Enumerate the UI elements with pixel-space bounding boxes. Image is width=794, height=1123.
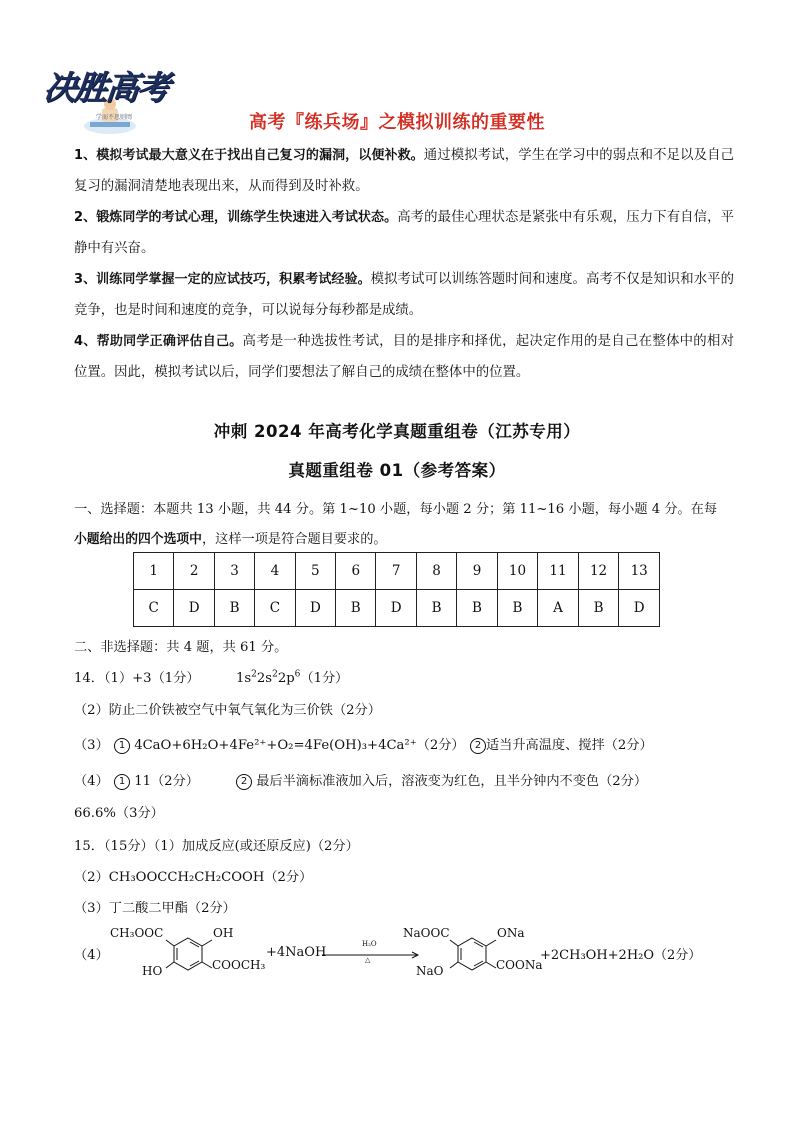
q-answer: B xyxy=(457,590,497,627)
q14-line-2: （2）防止二价铁被空气中氧气氧化为三价铁（2分） xyxy=(74,703,381,718)
reagent: +4NaOH xyxy=(266,945,327,960)
q14-equation: 4CaO+6H₂O+4Fe²⁺+O₂=4Fe(OH)₃+4Ca²⁺ xyxy=(134,738,417,753)
reactant-bottom-left: HO xyxy=(142,964,163,978)
intro-4-text: 高考是一种选拔性考试，目的是排序和择优，起决定作用的是自己在整体中的相对位置。因此，模拟考试以后，同学们要想法了解自己的成绩在整体中的位置。 xyxy=(74,334,735,380)
q15-line-1: 15．（15分）（1）加成反应(或还原反应)（2分） xyxy=(74,839,359,854)
q14-line-4a-text: 11（2分） xyxy=(134,774,199,789)
q14-line-3b-text: 适当升高温度、搅拌（2分） xyxy=(486,738,653,753)
circled-number: 1 xyxy=(114,738,130,754)
q14-line-4a xyxy=(114,770,199,790)
q14-line-1a: 14．（1）+3（1分） xyxy=(74,671,200,686)
q-number: 7 xyxy=(376,553,416,590)
section-1-instructions-2 xyxy=(74,528,387,547)
q-number: 2 xyxy=(174,553,214,590)
circled-number: 2 xyxy=(470,738,486,754)
q-number: 3 xyxy=(214,553,254,590)
answer-table-letters xyxy=(134,590,660,627)
q-answer: D xyxy=(376,590,416,627)
logo-text: 决胜高考 xyxy=(41,68,170,107)
reactant-top-left: CH₃OOC xyxy=(110,926,164,940)
q14-e7: （1分） xyxy=(300,671,349,686)
q14-line-3a xyxy=(114,734,465,754)
circled-number: 2 xyxy=(236,774,252,790)
q-number: 5 xyxy=(295,553,335,590)
product-top-right: ONa xyxy=(497,926,525,940)
circled-number: 1 xyxy=(114,774,130,790)
q14-line-4b xyxy=(236,770,647,790)
intro-3-bold: 3、训练同学掌握一定的应试技巧，积累考试经验。 xyxy=(74,272,371,287)
product-bottom-right: COONa xyxy=(496,958,543,972)
q-answer: B xyxy=(336,590,376,627)
answer-table-numbers xyxy=(134,553,660,590)
q-number: 9 xyxy=(457,553,497,590)
exam-subtitle: 真题重组卷 01（参考答案） xyxy=(288,461,506,480)
q14-e6: 6 xyxy=(294,669,301,680)
intro-2-text: 高考的最佳心理状态是紧张中有乐观，压力下有自信，平静中有兴奋。 xyxy=(74,210,735,256)
reactant-bottom-right: COOCH₃ xyxy=(212,958,266,972)
q-answer: B xyxy=(578,590,619,627)
q14-line-5: 66.6%（3分） xyxy=(74,806,164,821)
logo-subtext: 学而不思则罔 xyxy=(96,114,133,121)
product-top-left: NaOOC xyxy=(403,926,450,940)
condition-top: H₂O xyxy=(362,940,377,948)
answer-table xyxy=(133,552,660,627)
exam-title: 冲刺 2024 年高考化学真题重组卷（江苏专用） xyxy=(213,422,581,441)
q15-line-3: （3）丁二酸二甲酯（2分） xyxy=(74,901,236,916)
q14-line-4-label: （4） xyxy=(74,774,109,789)
q-number: 13 xyxy=(619,553,660,590)
intro-4-bold: 4、帮助同学正确评估自己。 xyxy=(74,334,243,349)
q-number: 6 xyxy=(336,553,376,590)
q14-e3: 2s xyxy=(256,671,273,686)
intro-paragraph-1 xyxy=(74,140,734,202)
q-answer: D xyxy=(295,590,335,627)
q14-e1: 1s xyxy=(236,671,252,686)
q14-e2: 2 xyxy=(251,669,257,680)
q14-line-1b xyxy=(236,667,348,686)
condition-bottom: △ xyxy=(365,956,371,964)
q-number: 1 xyxy=(134,553,174,590)
q-answer: C xyxy=(134,590,174,627)
q-number: 11 xyxy=(538,553,579,590)
q-answer: D xyxy=(174,590,214,627)
q-answer: B xyxy=(416,590,456,627)
section-1-bold: 小题给出的四个选项中 xyxy=(74,532,202,547)
q14-equation-score: （2分） xyxy=(416,738,465,753)
intro-paragraph-2 xyxy=(74,202,734,264)
q-answer: A xyxy=(538,590,579,627)
q-answer: C xyxy=(255,590,295,627)
reaction-scheme xyxy=(100,920,740,990)
section-2-instructions: 二、非选择题：共 4 题，共 61 分。 xyxy=(74,640,288,655)
q14-line-4b-text: 最后半滴标准液加入后，溶液变为红色，且半分钟内不变色（2分） xyxy=(256,774,648,789)
q14-line-3-label: （3） xyxy=(74,738,109,753)
intro-3-text: 模拟考试可以训练答题时间和速度。高考不仅是知识和水平的竞争，也是时间和速度的竞争，可以说每分每秒都是成绩。 xyxy=(74,272,735,318)
q14-line-3b xyxy=(470,734,653,754)
q-answer: B xyxy=(214,590,254,627)
q15-line-2: （2）CH₃OOCCH₂CH₂COOH（2分） xyxy=(74,870,313,885)
reaction-tail: +2CH₃OH+2H₂O（2分） xyxy=(540,948,702,963)
intro-1-text: 通过模拟考试，学生在学习中的弱点和不足以及自己复习的漏洞清楚地表现出来，从而得到及时补救。 xyxy=(74,148,735,194)
intro-paragraph-3 xyxy=(74,264,734,326)
q-number: 4 xyxy=(255,553,295,590)
product-bottom-left: NaO xyxy=(416,964,444,978)
section-1-tail: ，这样一项是符合题目要求的。 xyxy=(201,532,387,547)
intro-2-bold: 2、锻炼同学的考试心理，训练学生快速进入考试状态。 xyxy=(74,210,398,225)
q-number: 10 xyxy=(497,553,538,590)
q-number: 12 xyxy=(578,553,619,590)
q15-line-4-label: （4） xyxy=(74,948,109,963)
q14-e4: 2 xyxy=(272,669,278,680)
reactant-top-right: OH xyxy=(213,926,234,940)
q-answer: B xyxy=(497,590,538,627)
page-headline: 高考『练兵场』之模拟训练的重要性 xyxy=(249,112,545,133)
q-number: 8 xyxy=(416,553,456,590)
q-answer: D xyxy=(619,590,660,627)
intro-paragraph-4 xyxy=(74,326,734,388)
section-1-instructions: 一、选择题：本题共 13 小题，共 44 分。第 1~10 小题，每小题 2 分；第 11~16 小题，每小题 4 分。在每 xyxy=(74,502,718,517)
intro-1-bold: 1、模拟考试最大意义在于找出自己复习的漏洞，以便补救。 xyxy=(74,148,424,163)
q14-e5: 2p xyxy=(277,671,295,686)
